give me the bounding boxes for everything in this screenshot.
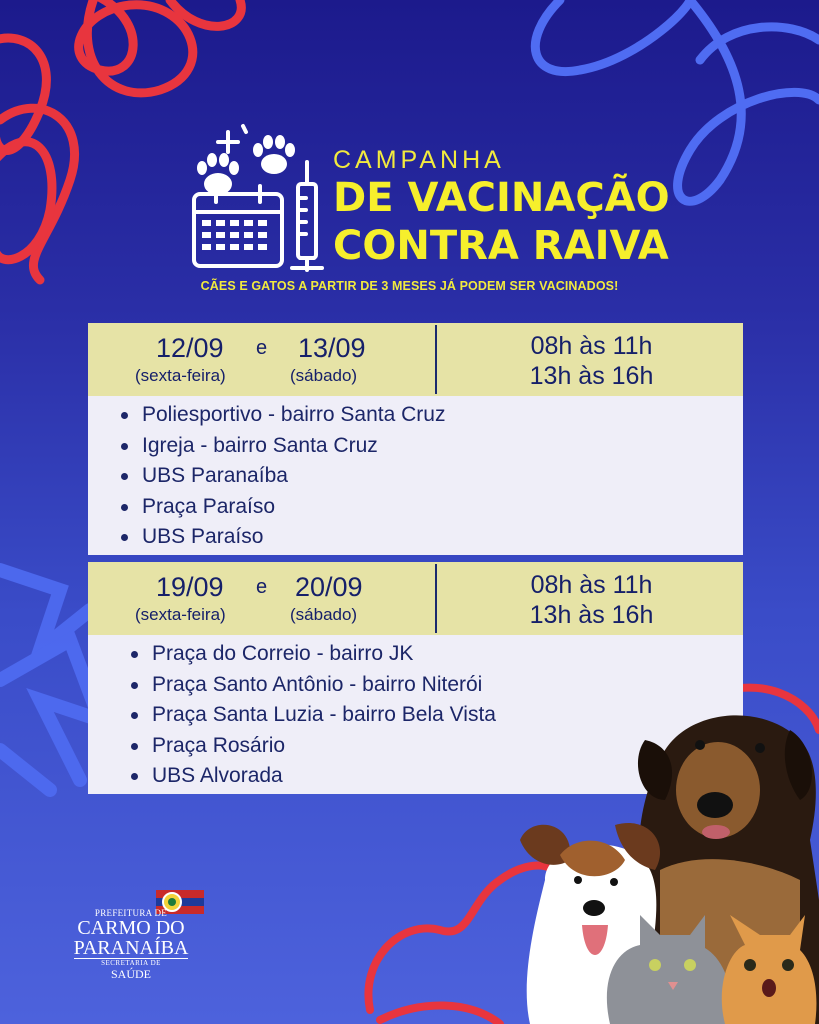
list-item: Igreja - bairro Santa Cruz <box>88 431 743 462</box>
date-2: 20/09 <box>295 572 363 602</box>
hours <box>440 331 743 391</box>
list-item: Praça Santo Antônio - bairro Niterói <box>88 670 743 701</box>
list-item: UBS Paranaíba <box>88 461 743 492</box>
logo-secretaria: SECRETARIA DE <box>101 959 161 967</box>
weekday-1: (sexta-feira) <box>135 605 226 624</box>
bullet-icon <box>121 473 128 480</box>
weekday-2: (sábado) <box>290 605 358 624</box>
subtitle: CÃES E GATOS A PARTIR DE 3 MESES JÁ PODEM SER VACINADOS! <box>200 279 619 293</box>
header-divider <box>435 564 437 633</box>
logo-prefeitura: PREFEITURA DE <box>94 908 168 918</box>
schedule-block-2 <box>88 562 743 794</box>
logo-saude: SAÚDE <box>110 967 151 981</box>
list-item: Praça Paraíso <box>88 492 743 523</box>
title-line-2: CONTRA RAIVA <box>333 223 669 269</box>
date-separator: e <box>256 337 268 359</box>
municipality-logo <box>66 884 196 982</box>
bullet-icon <box>131 682 138 689</box>
bullet-icon <box>131 743 138 750</box>
bullet-icon <box>121 534 128 541</box>
bullet-icon <box>121 504 128 511</box>
list-item: Poliesportivo - bairro Santa Cruz <box>88 400 743 431</box>
hours-morning: 08h às 11h <box>530 571 653 599</box>
weekday-1: (sexta-feira) <box>135 366 226 385</box>
schedule-header <box>88 323 743 396</box>
date-1: 19/09 <box>156 572 224 602</box>
schedule-header <box>88 562 743 635</box>
hours-afternoon: 13h às 16h <box>529 601 654 629</box>
hours <box>440 570 743 630</box>
bullet-icon <box>131 651 138 658</box>
bullet-icon <box>121 443 128 450</box>
list-item: Praça Rosário <box>88 731 743 762</box>
logo-paranaiba: PARANAÍBA <box>73 937 189 959</box>
location-list <box>88 396 743 555</box>
weekday-2: (sábado) <box>290 366 358 385</box>
list-item: UBS Paraíso <box>88 522 743 553</box>
list-item: UBS Alvorada <box>88 761 743 792</box>
hours-morning: 08h às 11h <box>530 332 653 360</box>
schedule-block-1 <box>88 323 743 555</box>
date-2: 13/09 <box>298 333 366 363</box>
hours-afternoon: 13h às 16h <box>529 362 654 390</box>
list-item: Praça Santa Luzia - bairro Bela Vista <box>88 700 743 731</box>
bullet-icon <box>131 712 138 719</box>
date-1: 12/09 <box>156 333 224 363</box>
logo-carmo: CARMO DO <box>77 917 185 939</box>
date-separator: e <box>256 576 268 598</box>
location-list <box>88 635 743 794</box>
bullet-icon <box>131 773 138 780</box>
header-divider <box>435 325 437 394</box>
title-line-1: DE VACINAÇÃO <box>333 175 670 221</box>
campaign-label: CAMPANHA <box>333 146 505 174</box>
bullet-icon <box>121 412 128 419</box>
list-item: Praça do Correio - bairro JK <box>88 639 743 670</box>
calendar-paw-syringe-icon <box>188 122 328 272</box>
